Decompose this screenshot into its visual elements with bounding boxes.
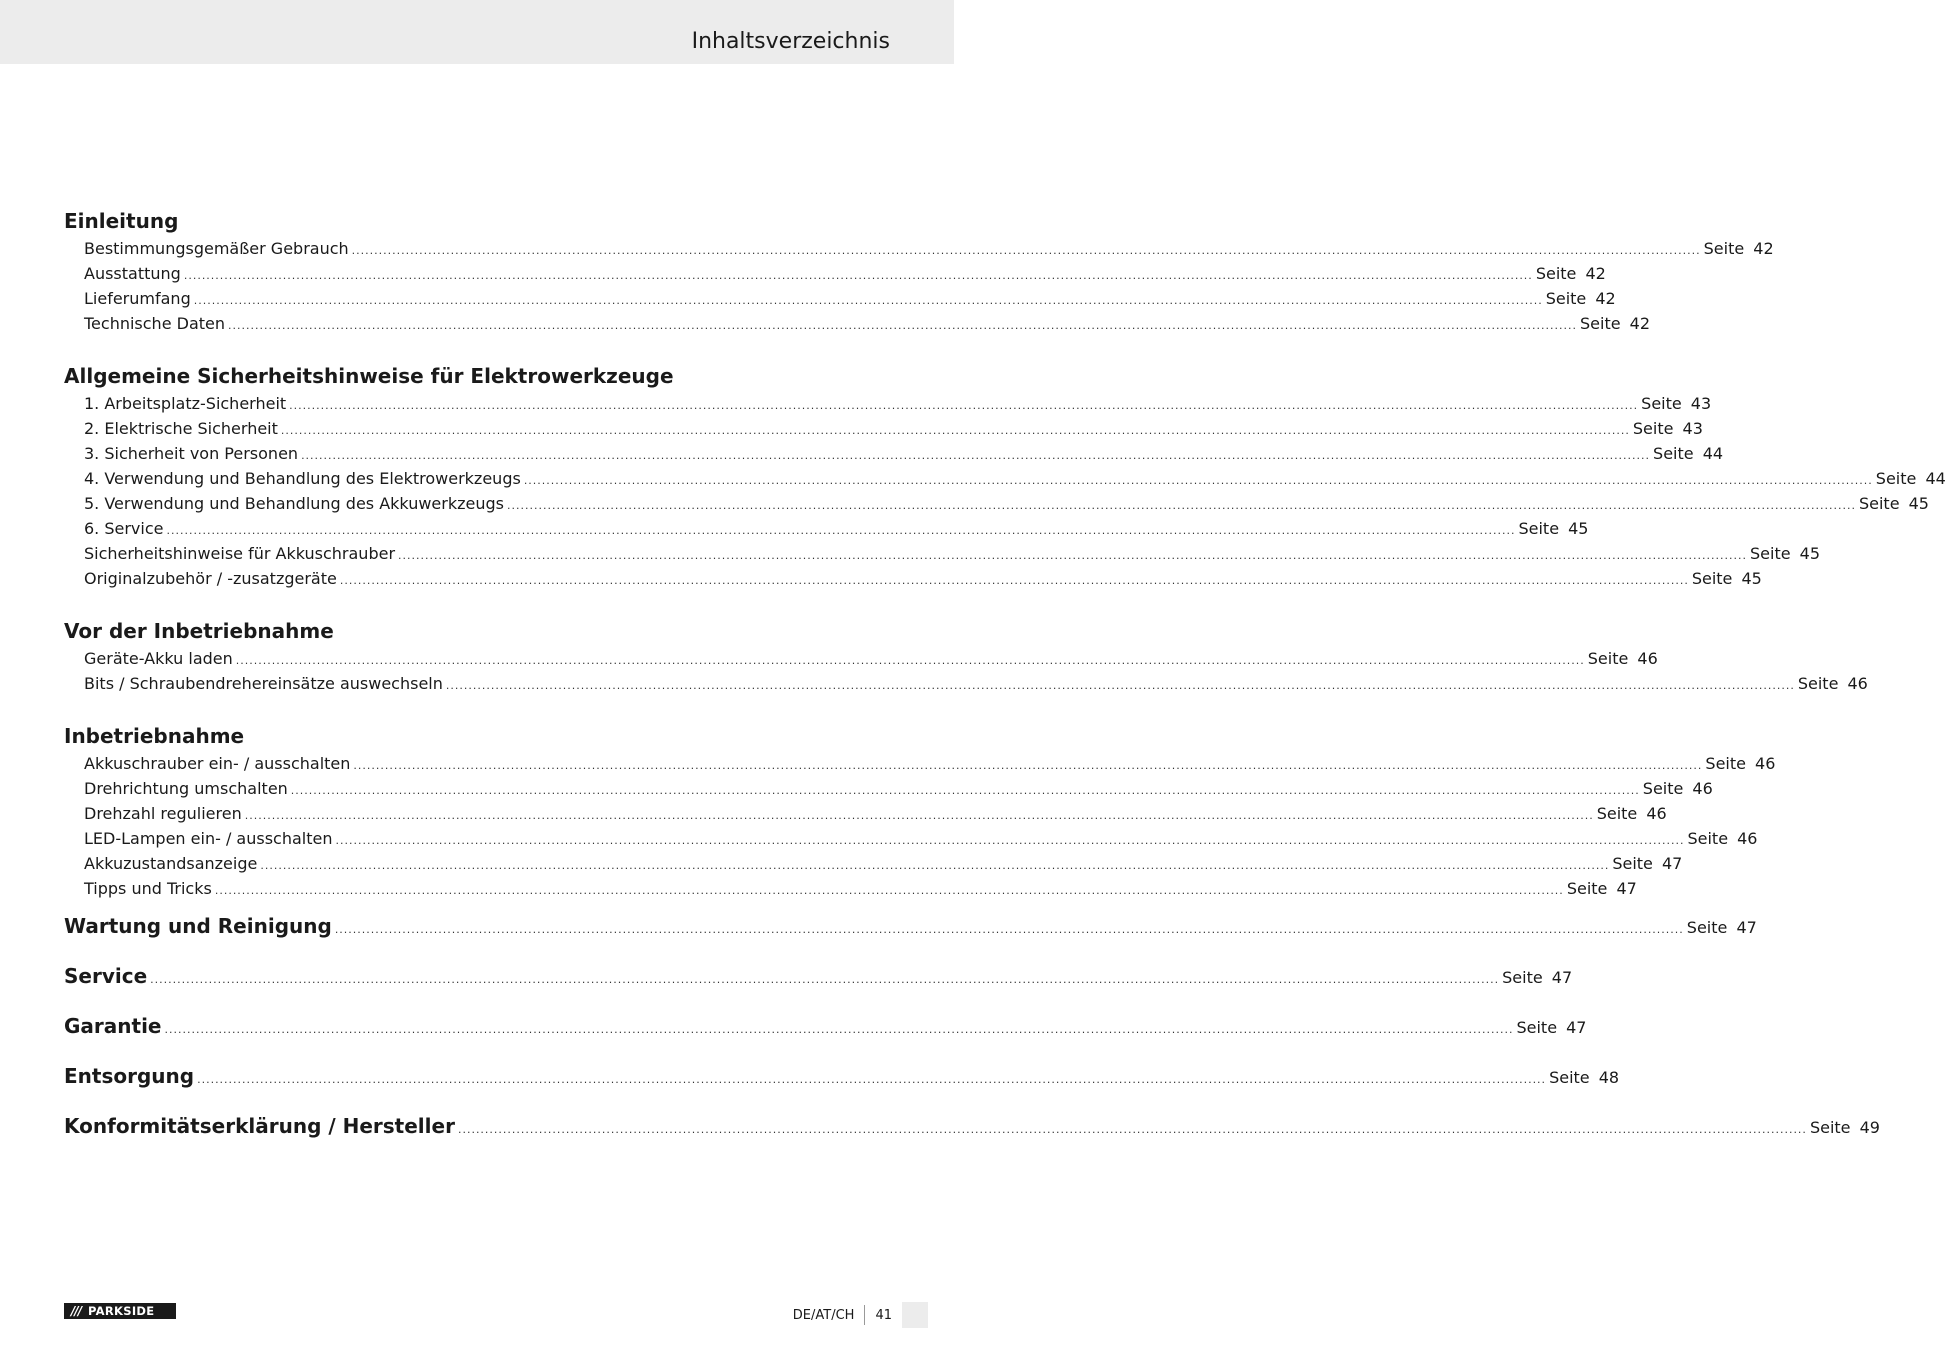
leader-dots: ............................................................................................................................................................................................................................................................................................................ <box>290 784 1640 797</box>
footer-language: DE/AT/CH <box>792 1307 855 1323</box>
entry-label: 1. Arbeitsplatz-Sicherheit <box>84 394 287 413</box>
toc-entry[interactable] <box>64 516 1589 541</box>
leader-dots: ............................................................................................................................................................................................................................................................................................................ <box>183 269 1533 282</box>
toc-entry[interactable] <box>64 801 1667 826</box>
seite-label: Seite <box>1535 264 1577 283</box>
leader-dots: ............................................................................................................................................................................................................................................................................................................ <box>457 1123 1807 1136</box>
seite-label: Seite <box>1566 879 1608 898</box>
seite-label: Seite <box>1549 1068 1590 1087</box>
entry-label: 3. Sicherheit von Personen <box>84 444 299 463</box>
toc-heading-entry[interactable] <box>64 951 1573 1001</box>
seite-label: Seite <box>1516 1018 1558 1037</box>
leader-dots: ............................................................................................................................................................................................................................................................................................................ <box>280 424 1630 437</box>
entry-page: 45 <box>1741 569 1762 588</box>
table-of-contents <box>64 206 1946 1151</box>
seite-label: Seite <box>1632 419 1674 438</box>
toc-heading-entry[interactable] <box>64 901 1757 951</box>
entry-label: Tipps und Tricks <box>84 879 212 898</box>
toc-entry[interactable] <box>64 826 1758 851</box>
footer-page-number: 41 <box>875 1307 892 1323</box>
toc-entry[interactable] <box>64 671 1868 696</box>
toc-entry[interactable] <box>64 261 1606 286</box>
toc-standalone-sections <box>64 901 1880 1151</box>
seite-label: Seite <box>1703 239 1745 258</box>
entry-label: 5. Verwendung und Behandlung des Akkuwerkzeugs <box>84 494 504 513</box>
leader-dots: ............................................................................................................................................................................................................................................................................................................ <box>235 654 1585 667</box>
leader-dots: ............................................................................................................................................................................................................................................................................................................ <box>193 294 1543 307</box>
toc-entry[interactable] <box>64 236 1774 261</box>
toc-section <box>64 616 1868 696</box>
seite-label: Seite <box>1653 444 1694 463</box>
entry-page: 44 <box>1702 444 1724 463</box>
entry-page: 47 <box>1736 918 1757 937</box>
seite-label: Seite <box>1641 394 1682 413</box>
entry-label: Akkuzustandsanzeige <box>84 854 258 873</box>
toc-entry[interactable] <box>64 851 1683 876</box>
toc-entry[interactable] <box>64 491 1929 516</box>
leader-dots: ............................................................................................................................................................................................................................................................................................................ <box>335 834 1685 847</box>
entry-page: 42 <box>1585 264 1606 283</box>
entry-label: Technische Daten <box>84 314 226 333</box>
entry-page: 47 <box>1566 1018 1587 1037</box>
toc-entry[interactable] <box>64 441 1724 466</box>
leader-dots: ............................................................................................................................................................................................................................................................................................................ <box>164 1023 1514 1036</box>
footer-box <box>902 1302 928 1328</box>
toc-entry[interactable] <box>64 416 1703 441</box>
entry-label: Akkuschrauber ein- / ausschalten <box>84 754 351 773</box>
entry-page: 48 <box>1598 1068 1620 1087</box>
entry-label: LED-Lampen ein- / ausschalten <box>84 829 333 848</box>
entry-label: Entsorgung <box>64 1064 195 1088</box>
entry-label: Garantie <box>64 1014 162 1038</box>
entry-page: 42 <box>1753 239 1774 258</box>
seite-label: Seite <box>1596 804 1638 823</box>
entry-page: 42 <box>1595 289 1616 308</box>
section-heading: Einleitung <box>64 209 179 233</box>
entry-page: 46 <box>1637 649 1658 668</box>
leader-dots: ............................................................................................................................................................................................................................................................................................................ <box>398 549 1748 562</box>
toc-heading-entry[interactable] <box>64 1101 1880 1151</box>
seite-label: Seite <box>1875 469 1917 488</box>
leader-dots: ............................................................................................................................................................................................................................................................................................................ <box>289 399 1639 412</box>
leader-dots: ............................................................................................................................................................................................................................................................................................................ <box>150 973 1500 986</box>
entry-label: Drehzahl regulieren <box>84 804 242 823</box>
entry-page: 45 <box>1799 544 1821 563</box>
toc-entry[interactable] <box>64 776 1713 801</box>
entry-page: 46 <box>1692 779 1713 798</box>
leader-dots: ............................................................................................................................................................................................................................................................................................................ <box>166 524 1516 537</box>
entry-label: Lieferumfang <box>84 289 191 308</box>
entry-label: 6. Service <box>84 519 164 538</box>
toc-heading-entry[interactable] <box>64 1001 1587 1051</box>
leader-dots: ............................................................................................................................................................................................................................................................................................................ <box>339 574 1689 587</box>
seite-label: Seite <box>1612 854 1653 873</box>
entry-page: 42 <box>1629 314 1650 333</box>
seite-label: Seite <box>1642 779 1684 798</box>
entry-page: 45 <box>1568 519 1589 538</box>
seite-label: Seite <box>1750 544 1791 563</box>
header-band <box>0 0 954 64</box>
seite-label: Seite <box>1545 289 1587 308</box>
toc-entry[interactable] <box>64 391 1712 416</box>
entry-page: 43 <box>1690 394 1712 413</box>
entry-label: Service <box>64 964 148 988</box>
entry-label: Geräte-Akku laden <box>84 649 233 668</box>
leader-dots: ............................................................................................................................................................................................................................................................................................................ <box>506 499 1856 512</box>
parkside-logo <box>64 1303 176 1319</box>
entry-label: Drehrichtung umschalten <box>84 779 288 798</box>
seite-label: Seite <box>1797 674 1839 693</box>
entry-page: 46 <box>1646 804 1667 823</box>
toc-entry[interactable] <box>64 286 1616 311</box>
entry-label: Wartung und Reinigung <box>64 914 332 938</box>
leader-dots: ............................................................................................................................................................................................................................................................................................................ <box>260 859 1610 872</box>
toc-entry[interactable] <box>64 751 1776 776</box>
leader-dots: ............................................................................................................................................................................................................................................................................................................ <box>353 759 1703 772</box>
entry-page: 46 <box>1755 754 1776 773</box>
footer <box>793 1302 928 1328</box>
logo-text: PARKSIDE <box>88 1304 155 1318</box>
toc-section <box>64 361 1946 591</box>
toc-heading-entry[interactable] <box>64 1051 1620 1101</box>
entry-page: 44 <box>1925 469 1946 488</box>
entry-label: Bits / Schraubendrehereinsätze auswechseln <box>84 674 443 693</box>
seite-label: Seite <box>1518 519 1560 538</box>
seite-label: Seite <box>1587 649 1629 668</box>
leader-dots: ............................................................................................................................................................................................................................................................................................................ <box>214 884 1564 897</box>
entry-page: 45 <box>1908 494 1929 513</box>
seite-label: Seite <box>1691 569 1733 588</box>
leader-dots: ............................................................................................................................................................................................................................................................................................................ <box>351 244 1701 257</box>
seite-label: Seite <box>1502 968 1543 987</box>
leader-dots: ............................................................................................................................................................................................................................................................................................................ <box>445 679 1795 692</box>
entry-page: 43 <box>1682 419 1703 438</box>
logo-slashes: /// <box>70 1304 82 1318</box>
seite-label: Seite <box>1687 829 1729 848</box>
seite-label: Seite <box>1705 754 1746 773</box>
entry-label: 2. Elektrische Sicherheit <box>84 419 278 438</box>
entry-page: 49 <box>1859 1118 1880 1137</box>
leader-dots: ............................................................................................................................................................................................................................................................................................................ <box>228 319 1577 332</box>
leader-dots: ............................................................................................................................................................................................................................................................................................................ <box>523 474 1873 487</box>
entry-page: 46 <box>1737 829 1758 848</box>
toc-entry[interactable] <box>64 466 1946 491</box>
entry-label: Bestimmungsgemäßer Gebrauch <box>84 239 349 258</box>
section-heading: Allgemeine Sicherheitshinweise für Elektrowerkzeuge <box>64 364 674 388</box>
seite-label: Seite <box>1686 918 1728 937</box>
entry-label: Sicherheitshinweise für Akkuschrauber <box>84 544 396 563</box>
entry-label: Originalzubehör / -zusatzgeräte <box>84 569 337 588</box>
leader-dots: ............................................................................................................................................................................................................................................................................................................ <box>197 1073 1547 1086</box>
seite-label: Seite <box>1580 314 1621 333</box>
entry-page: 47 <box>1551 968 1573 987</box>
toc-entry[interactable] <box>64 311 1650 336</box>
seite-label: Seite <box>1809 1118 1851 1137</box>
page-title: Inhaltsverzeichnis <box>691 29 890 54</box>
seite-label: Seite <box>1858 494 1900 513</box>
leader-dots: ............................................................................................................................................................................................................................................................................................................ <box>301 449 1651 462</box>
entry-page: 46 <box>1847 674 1868 693</box>
toc-entry[interactable] <box>64 541 1821 566</box>
toc-section <box>64 206 1774 336</box>
leader-dots: ............................................................................................................................................................................................................................................................................................................ <box>244 809 1594 822</box>
section-heading: Inbetriebnahme <box>64 724 245 748</box>
entry-label: Konformitätserklärung / Hersteller <box>64 1114 455 1138</box>
toc-entry[interactable] <box>64 876 1637 901</box>
toc-entry[interactable] <box>64 566 1762 591</box>
toc-section <box>64 721 1776 901</box>
entry-page: 47 <box>1616 879 1637 898</box>
entry-page: 47 <box>1661 854 1683 873</box>
leader-dots: ............................................................................................................................................................................................................................................................................................................ <box>334 923 1684 936</box>
entry-label: 4. Verwendung und Behandlung des Elektrowerkzeugs <box>84 469 521 488</box>
toc-entry[interactable] <box>64 646 1658 671</box>
section-heading: Vor der Inbetriebnahme <box>64 619 334 643</box>
entry-label: Ausstattung <box>84 264 181 283</box>
